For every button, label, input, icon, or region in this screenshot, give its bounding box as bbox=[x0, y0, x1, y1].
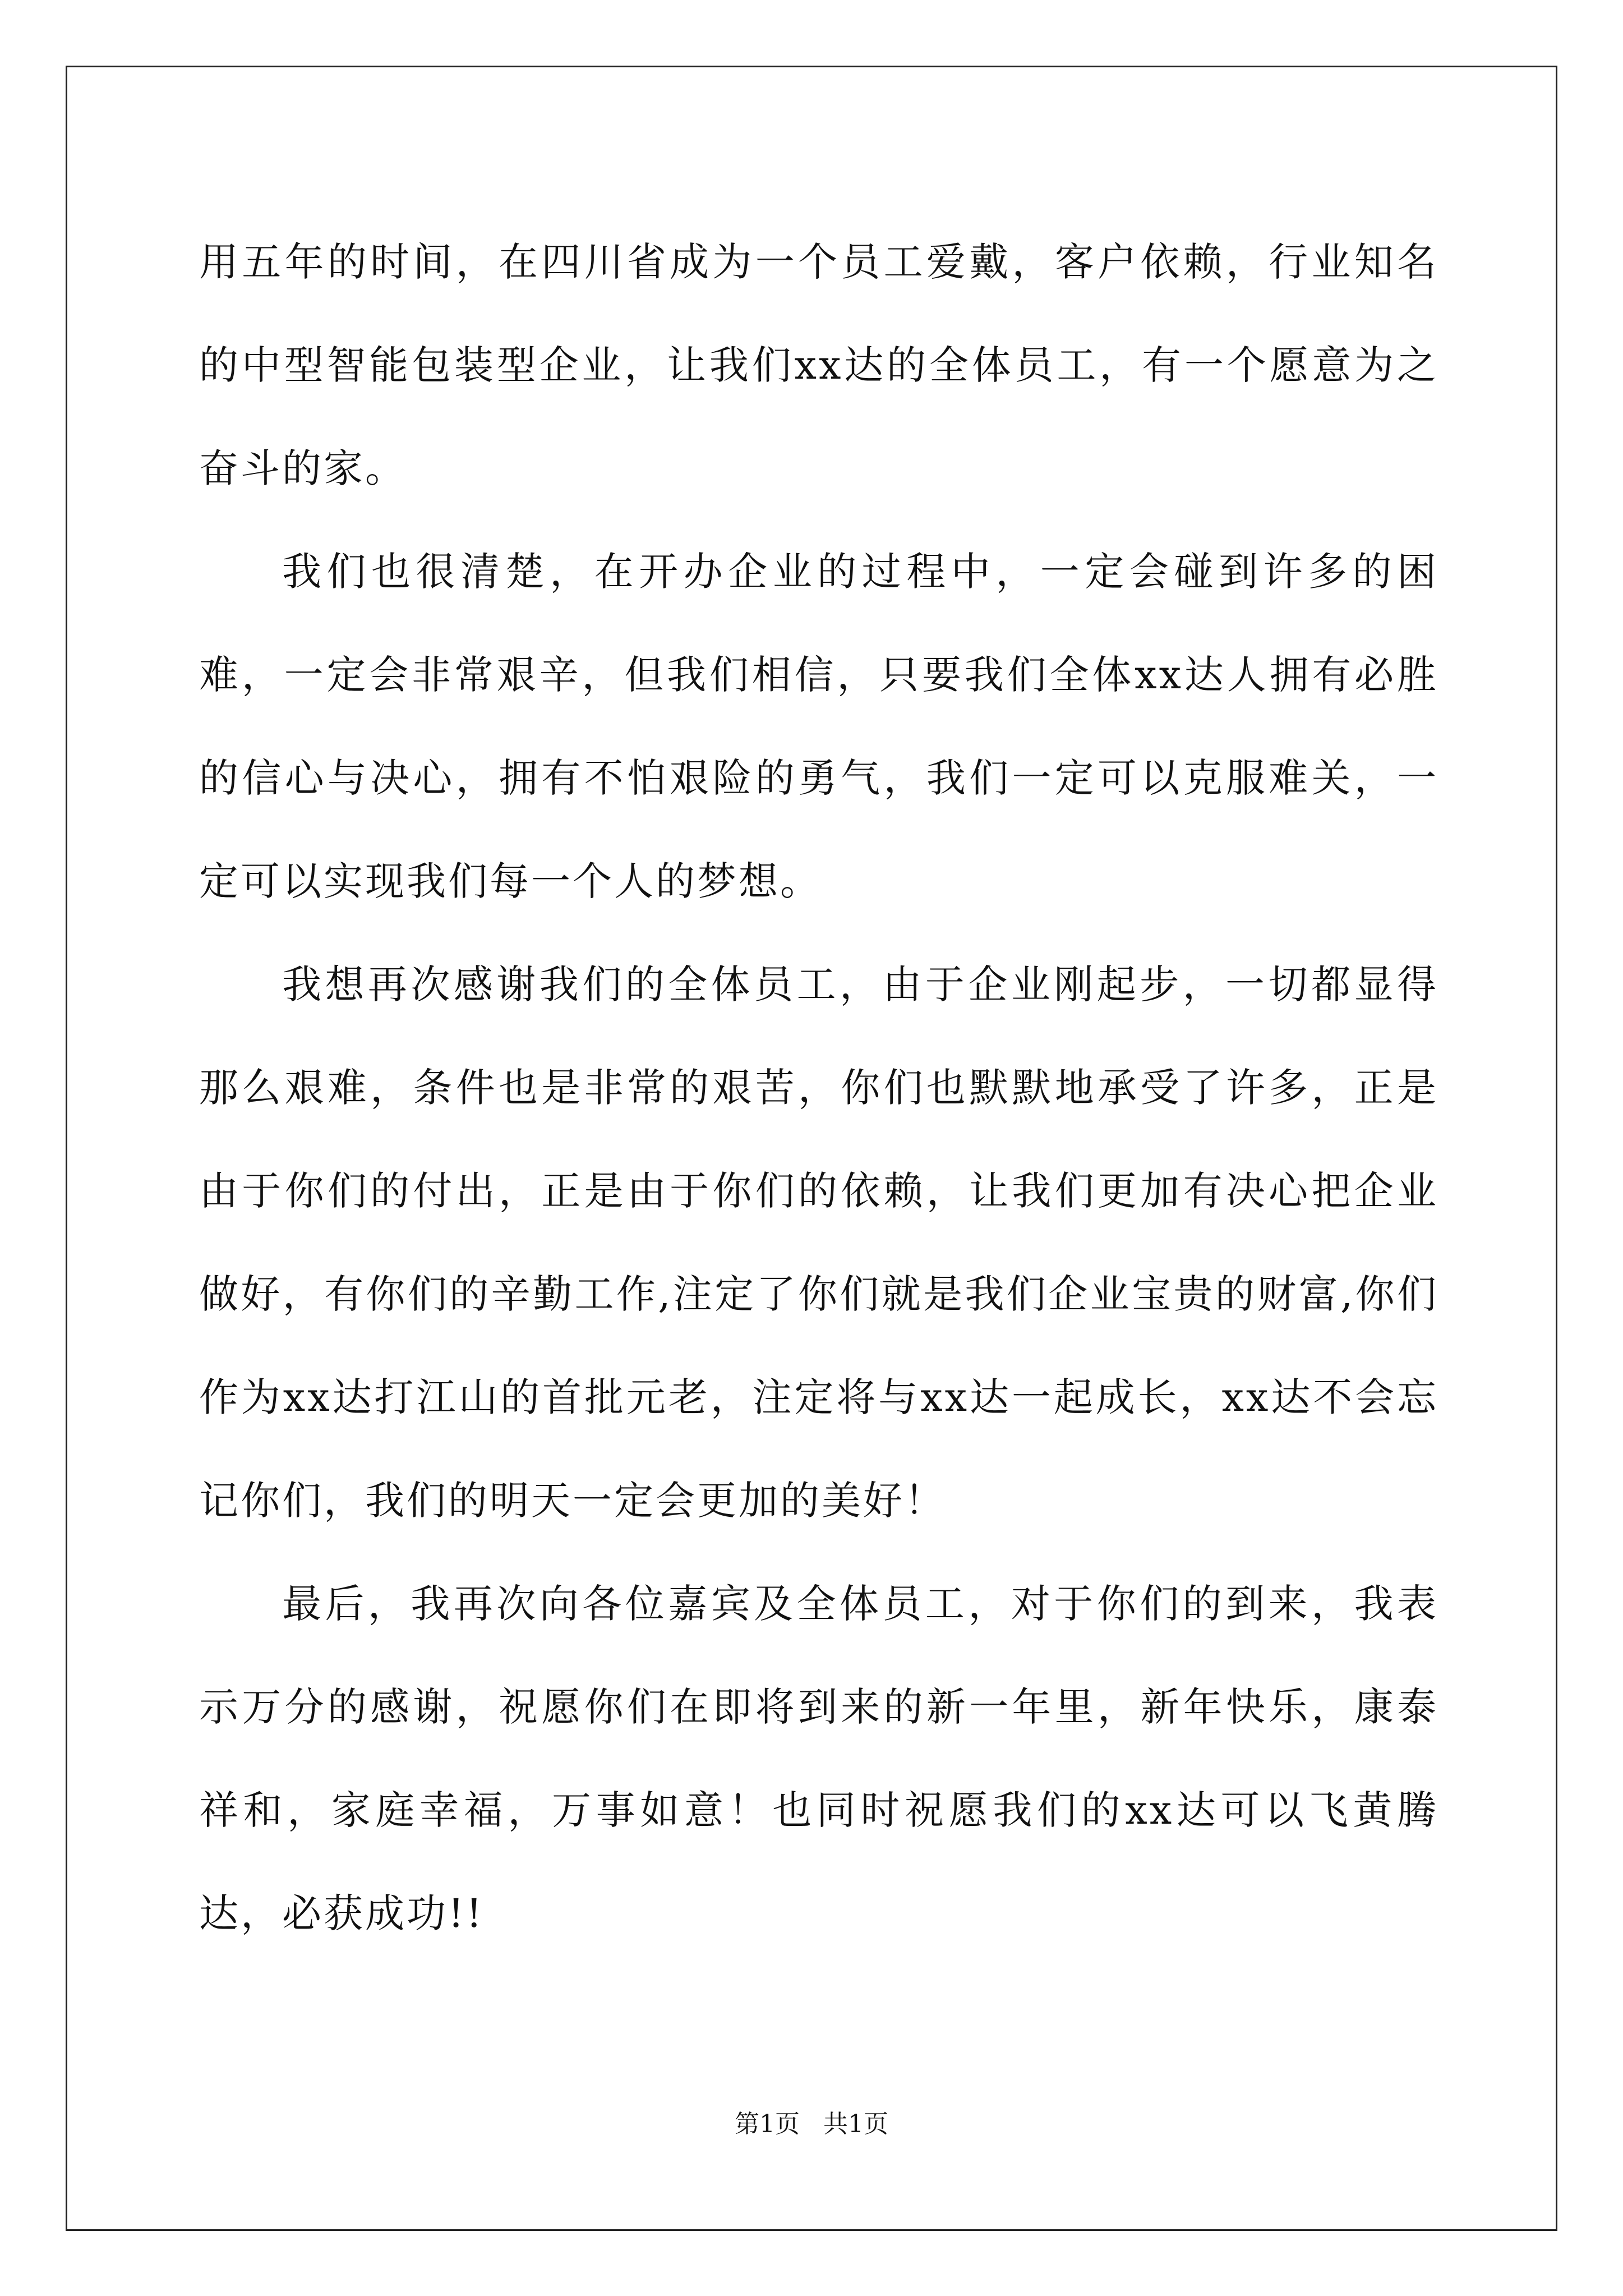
document-body bbox=[199, 210, 1438, 1965]
paragraph: 最后，我再次向各位嘉宾及全体员工，对于你们的到来，我表示万分的感谢，祝愿你们在即将到来的新一年里，新年快乐，康泰祥和，家庭幸福，万事如意！也同时祝愿我们的xx达可以飞黄腾达，必获成功!! bbox=[199, 1581, 1438, 1936]
paragraph: 我想再次感谢我们的全体员工，由于企业刚起步，一切都显得那么艰难，条件也是非常的艰苦，你们也默默地承受了许多，正是由于你们的付出，正是由于你们的依赖，让我们更加有决心把企业做好，有你们的辛勤工作,注定了你们就是我们企业宝贵的财富,你们作为xx达打江山的首批元老，注定将与xx达一起成长，xx达不会忘记你们，我们的明天一定会更加的美好！ bbox=[199, 961, 1438, 1524]
paragraph: 我们也很清楚，在开办企业的过程中，一定会碰到许多的困难，一定会非常艰辛，但我们相信，只要我们全体xx达人拥有必胜的信心与决心，拥有不怕艰险的勇气，我们一定可以克服难关，一定可以实现我们每一个人的梦想。 bbox=[199, 549, 1438, 904]
page-number-footer: 第1页 共1页 bbox=[735, 2110, 888, 2138]
paragraph: 用五年的时间，在四川省成为一个员工爱戴，客户依赖，行业知名的中型智能包装型企业，让我们xx达的全体员工，有一个愿意为之奋斗的家。 bbox=[199, 239, 1438, 491]
